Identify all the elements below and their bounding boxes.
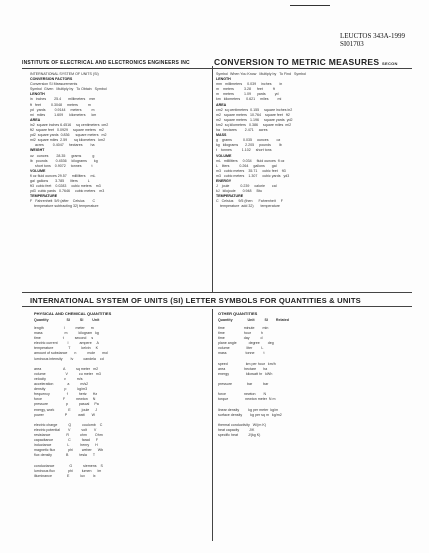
table-line: ha hectares 2.471 acres [216, 128, 268, 133]
table-line: m3 cubic meters 35.71 cubic feet ft3 [216, 168, 286, 173]
table-line: WEIGHT [30, 148, 45, 153]
table-line: yd yards 0.9144 meters m [30, 107, 95, 112]
table-line: velocity v m/s [34, 376, 83, 381]
top-left-table [30, 72, 208, 292]
table-line: force F newton N [34, 397, 96, 402]
bottom-left-heading: PHYSICAL AND CHEMICAL QUANTITIES [34, 311, 112, 316]
table-line: km kilometers 0.621 miles mi [216, 97, 282, 102]
table-line: torque newton meter N m [218, 397, 276, 402]
bottom-left-table [34, 326, 206, 541]
table-line: cm2 sq centimeters 0.155 square inches in2 [216, 107, 293, 112]
bottom-right-column-headers: Quantity Unit SI Related [218, 318, 289, 322]
table-line: specific heat J/(kg K) [218, 432, 261, 437]
bottom-left-column-headers: Quantity SI SI Unit [34, 318, 100, 322]
table-line: mi miles 1.609 kilometers km [30, 112, 97, 117]
table-line: m meters 3.28 feet ft [216, 87, 275, 92]
table-line: illuminance E lux lx [34, 473, 96, 478]
table-line: F Fahrenheit 5/9 (after Celsius C [30, 199, 96, 204]
table-line: L liters 0.264 gallons gal [216, 163, 277, 168]
table-line: electric charge Q coulomb C [34, 422, 103, 427]
table-line: luminous intensity Iv candela cd [34, 356, 104, 361]
table-line: resistance R ohm Ohm [34, 432, 103, 437]
doc-id-line-2: SI01703 [340, 40, 364, 48]
table-line: TEMPERATURE [30, 194, 58, 199]
table-line: in2 square inches 6.4516 sq centimeters cm2 [30, 122, 109, 127]
table-line: INTERNATIONAL SYSTEM OF UNITS (SI) [30, 72, 99, 76]
bottom-right-heading: OTHER QUANTITIES [218, 311, 258, 316]
table-line: volume V cu meter m3 [34, 371, 101, 376]
left-title: INSTITUTE OF ELECTRICAL AND ELECTRONICS ENGINEERS INC [22, 60, 190, 66]
table-line: short tons 0.9072 tonnes t [30, 163, 93, 168]
table-line: J joule 0.239 calorie cal [216, 184, 277, 189]
table-line: electric potential V volt V [34, 427, 97, 432]
table-line: lb pounds 0.4536 kilograms kg [30, 158, 98, 163]
table-line: thermal conductivity W/(m K) [218, 422, 266, 427]
band-title: INTERNATIONAL SYSTEM OF UNITS (SI) LETTER SYMBOLS FOR QUANTITIES & UNITS [30, 296, 361, 305]
table-line: TEMPERATURE [216, 194, 244, 199]
table-line: fl oz fluid ounces 29.57 milliliters mL [30, 173, 96, 178]
table-line: area hectare ha [218, 366, 268, 371]
table-line: temperature add 32) temperature [216, 204, 280, 209]
table-line: electric current I ampere A [34, 341, 99, 346]
table-line: km2 sq kilometers 0.386 square miles mi2 [216, 122, 292, 127]
header-rule [290, 5, 330, 6]
top-right-table [216, 72, 412, 292]
table-line: heat capacity J/K [218, 427, 255, 432]
table-line: plane angle degree deg [218, 341, 274, 346]
right-title-tag: SECON [382, 61, 398, 66]
table-line: amount of substance n mole mol [34, 351, 108, 356]
table-line: acceleration a m/s2 [34, 382, 89, 387]
table-line: time t second s [34, 336, 94, 341]
table-line: energy kilowatt hr kWh [218, 371, 273, 376]
table-line: AREA [216, 102, 227, 107]
table-line: magnetic flux phi weber Wb [34, 448, 104, 453]
table-line: ft2 square feet 0.0929 square meters m2 [30, 128, 104, 133]
table-line: linear density kg per meter kg/m [218, 407, 279, 412]
top-divider-rule [22, 68, 412, 69]
table-line: ft3 cubic feet 0.0283 cubic meters m3 [30, 184, 101, 189]
table-line: VOLUME [216, 153, 232, 158]
table-line: LENGTH [216, 77, 231, 82]
table-line: energy, work E joule J [34, 407, 98, 412]
table-line: kg kilograms 2.205 pounds lb [216, 143, 282, 148]
right-title-text: CONVERSION TO METRIC MEASURES [214, 57, 380, 67]
table-line: mm millimeters 0.039 inches in [216, 82, 283, 87]
table-line: mass tonne t [218, 351, 265, 356]
table-line: m meters 1.09 yards yd [216, 92, 279, 97]
table-line: yd2 square yards 0.836 square meters m2 [30, 133, 107, 138]
table-line: power P watt W [34, 412, 96, 417]
table-line: volume liter L [218, 346, 264, 351]
table-line: acres 0.4047 hectares ha [30, 143, 95, 148]
table-line: force newton N [218, 392, 267, 397]
table-line: AREA [30, 117, 41, 122]
table-line: time minute min [218, 326, 269, 330]
table-line: surface density kg per sq m kg/m2 [218, 412, 282, 417]
doc-id-line-1: LEUCTOS 343A-1999 [340, 32, 406, 40]
table-line: area A sq meter m2 [34, 366, 99, 371]
table-line: temperature T kelvin K [34, 346, 98, 351]
table-line: yd3 cubic yards 0.7646 cubic meters m3 [30, 189, 105, 194]
bottom-right-table [218, 326, 408, 541]
table-line: m2 square meters 10.764 square feet ft2 [216, 112, 290, 117]
table-line: m3 cubic meters 1.307 cubic yards yd3 [216, 173, 290, 178]
table-line: frequency f hertz Hz [34, 392, 98, 397]
table-line: oz ounces 28.35 grams g [30, 153, 95, 158]
table-line: luminous flux phi lumen lm [34, 468, 102, 473]
table-line: mi2 square miles 2.59 sq kilometers km2 [30, 138, 106, 143]
table-line: density p kg/m3 [34, 387, 88, 392]
table-line: conductance G siemens S [34, 463, 103, 468]
table-line: VOLUME [30, 168, 46, 173]
table-line: mass m kilogram kg [34, 331, 99, 336]
table-line: time day d [218, 336, 263, 341]
table-line: Symbol When You Know Multiply by To Find Symbol [216, 72, 307, 76]
right-title [214, 57, 398, 67]
table-line: gal gallons 3.785 liters L [30, 178, 90, 183]
table-line: in inches 25.4 millimeters mm [30, 97, 96, 102]
table-line: mL milliliters 0.034 fluid ounces fl oz [216, 158, 285, 163]
table-line: inductance L henry H [34, 443, 98, 448]
bottom-center-rule [212, 309, 213, 541]
table-line: capacitance C farad F [34, 438, 99, 443]
table-line: Symbol Given Multiply by To Obtain Symbol [30, 87, 107, 92]
table-line: length l meter m [34, 326, 94, 330]
center-column-rule [212, 66, 213, 292]
table-line: pressure bar bar [218, 382, 269, 387]
table-line: ft feet 0.3048 meters m [30, 102, 91, 107]
table-line: Conversion SI Measurements [30, 82, 78, 87]
table-line: MASS [216, 133, 227, 138]
table-line: pressure p pascal Pa [34, 402, 99, 407]
table-line: kJ kilojoule 0.948 Btu [216, 189, 262, 194]
band-rule-bottom [22, 306, 412, 307]
table-line: t tonnes 1.102 short tons [216, 148, 272, 153]
table-line: g grams 0.035 ounces oz [216, 138, 281, 143]
document-id [340, 32, 405, 48]
table-line: speed km per hour km/h [218, 361, 276, 366]
table-line: time hour h [218, 331, 263, 336]
table-line: m2 square meters 1.196 square yards yd2 [216, 117, 293, 122]
table-line: flux density B tesla T [34, 453, 96, 458]
table-line: C Celsius 9/5 (then Fahrenheit F [216, 199, 283, 204]
table-line: CONVERSION FACTORS [30, 77, 73, 82]
table-line: temperature subtracting 32) temperature [30, 204, 99, 209]
band-rule-top [22, 292, 412, 293]
table-line: LENGTH [30, 92, 45, 97]
table-line: ENERGY [216, 178, 232, 183]
